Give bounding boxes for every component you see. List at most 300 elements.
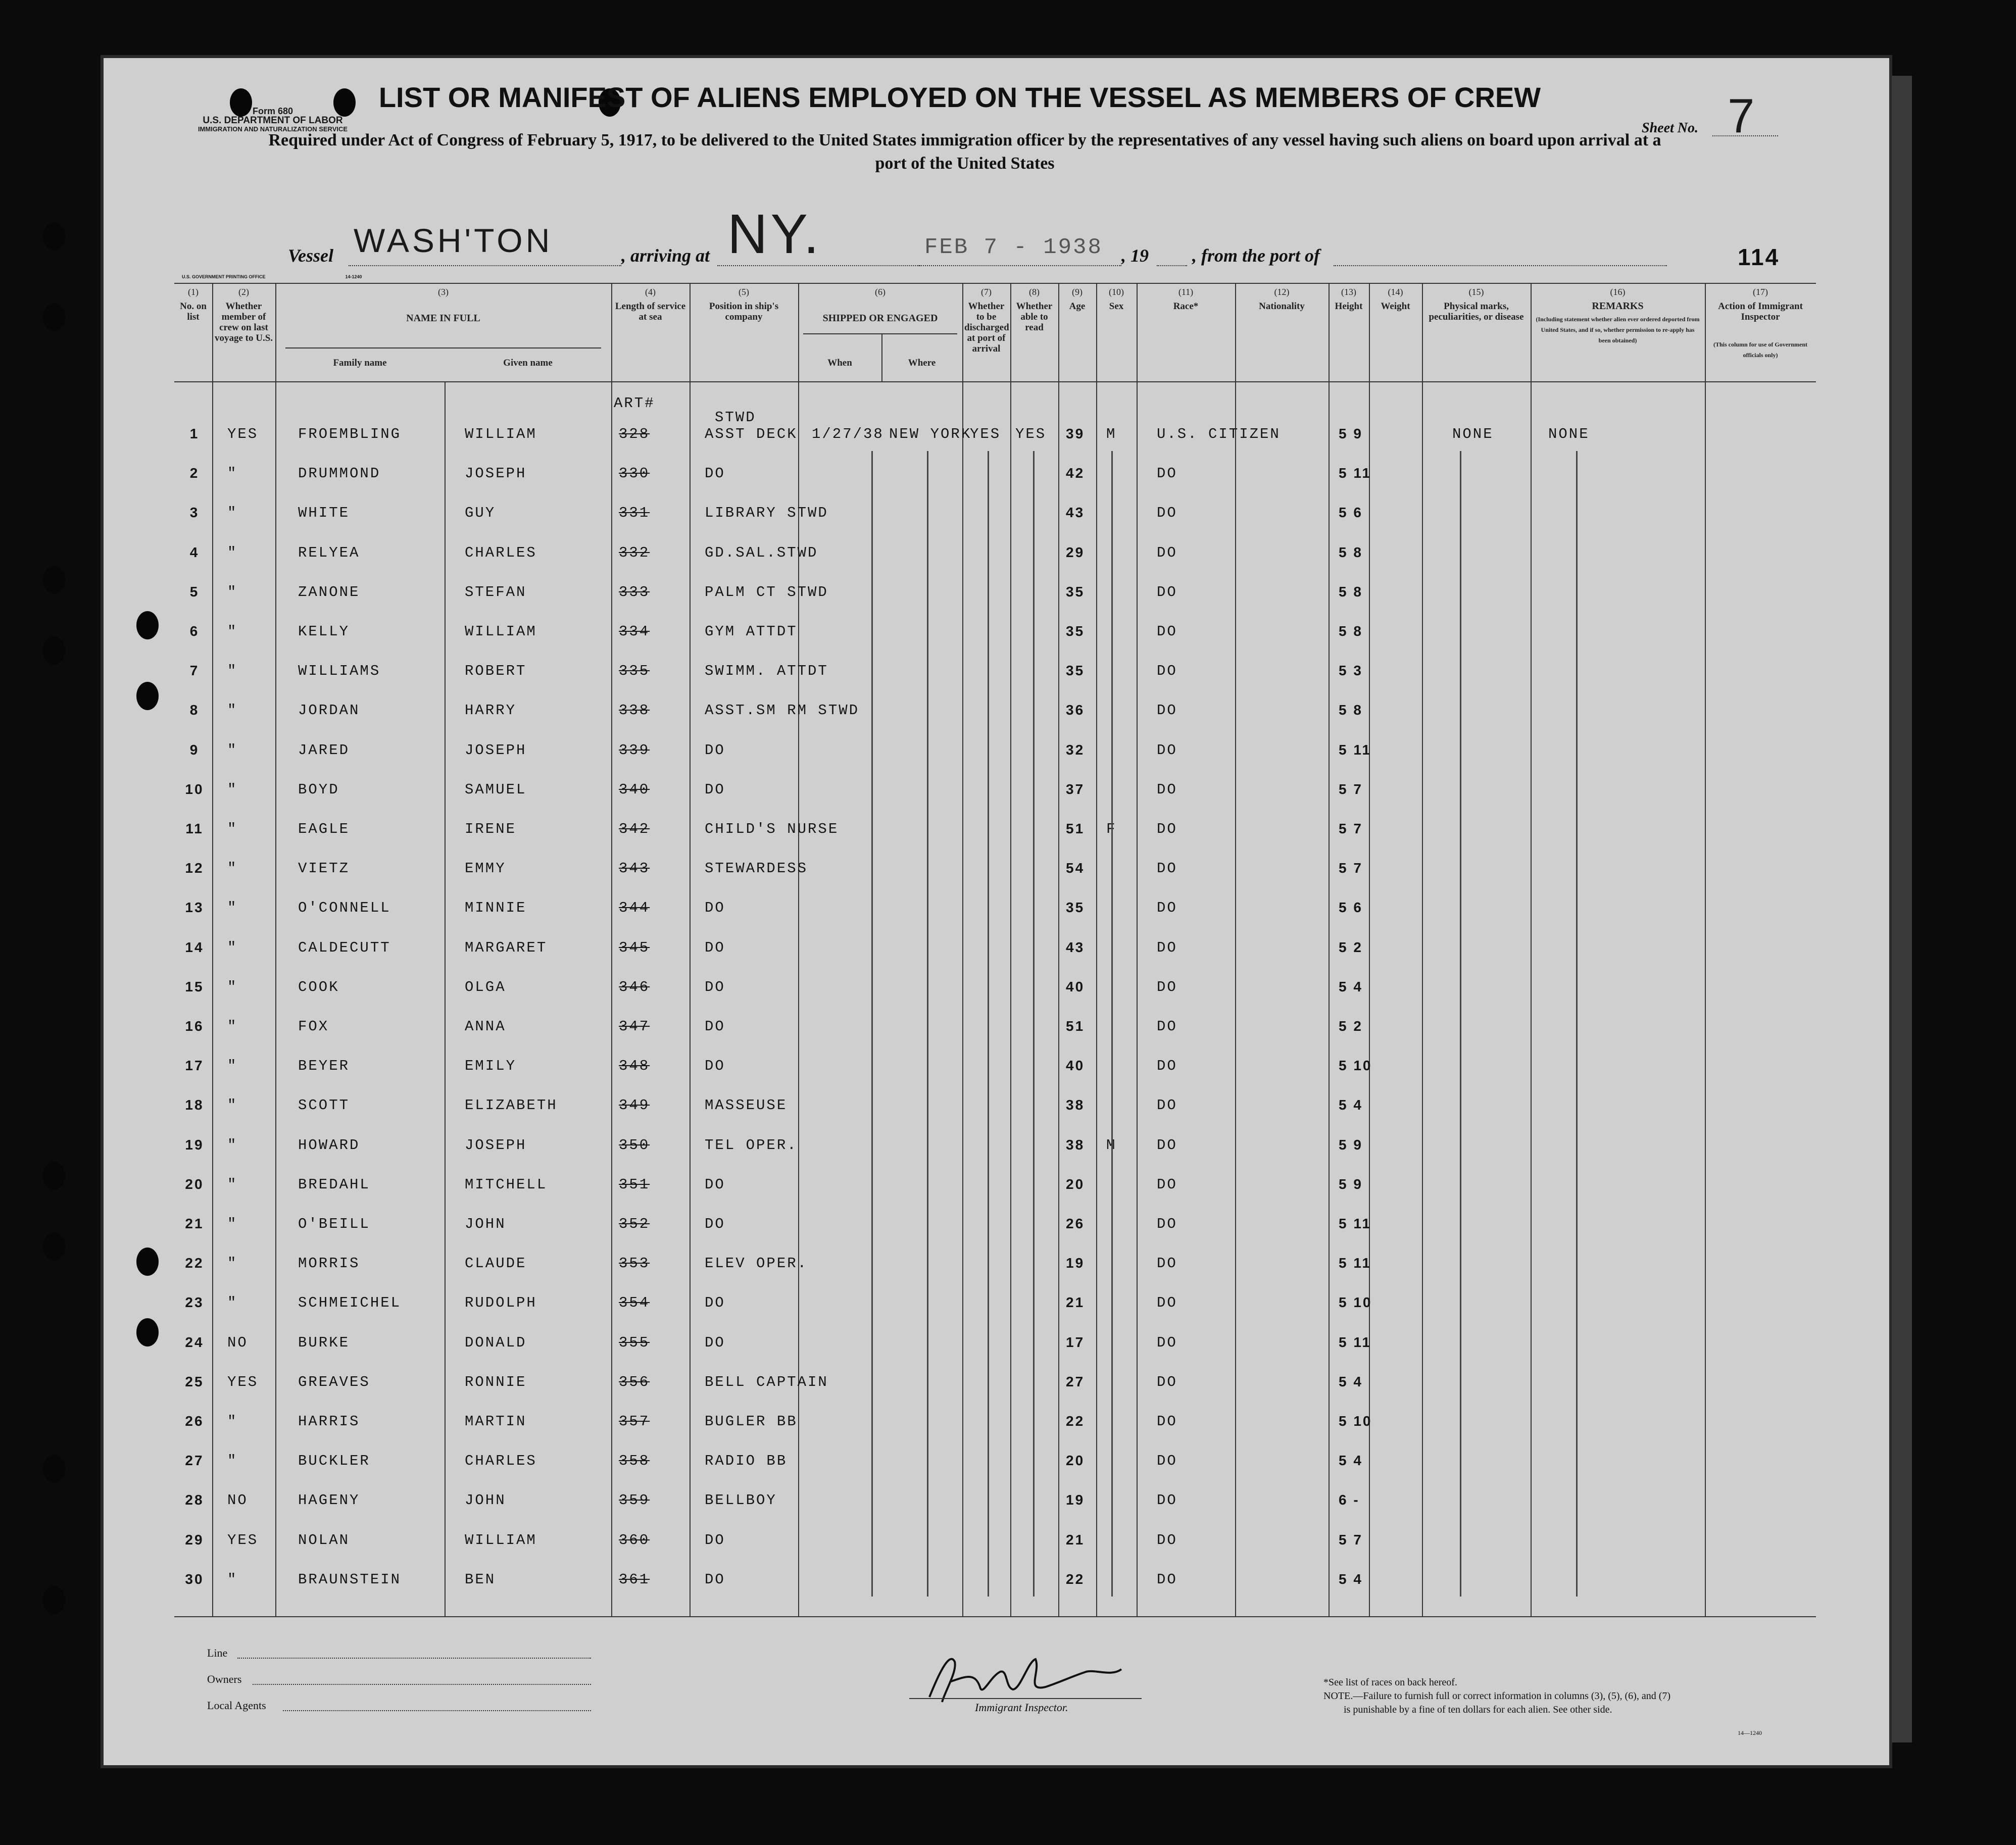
age: 43 — [1066, 505, 1085, 521]
given-name: MARTIN — [465, 1413, 527, 1430]
footer-agents-field — [283, 1710, 591, 1711]
row-number: 8 — [189, 702, 200, 718]
family-name: HOWARD — [298, 1136, 360, 1154]
race: DO — [1157, 1492, 1177, 1509]
age: 21 — [1066, 1531, 1085, 1548]
position: DO — [705, 1294, 725, 1312]
height: 6 - — [1339, 1492, 1360, 1508]
position: DO — [705, 781, 725, 798]
height: 5 9 — [1339, 1136, 1363, 1153]
crew-last-voyage: " — [227, 1255, 238, 1272]
given-name: WILLIAM — [465, 426, 537, 442]
table-row — [174, 1133, 1816, 1172]
age: 22 — [1066, 1571, 1085, 1587]
given-name: MINNIE — [465, 900, 527, 917]
height: 5 9 — [1339, 426, 1363, 441]
position: DO — [705, 465, 725, 482]
column-header: Action of Immigrant Inspector — [1718, 301, 1803, 322]
service-number: 330 — [619, 465, 650, 482]
position: DO — [705, 900, 725, 917]
crew-last-voyage: " — [227, 781, 238, 798]
punch-hole — [43, 1162, 65, 1190]
column-number: (2) — [238, 287, 249, 297]
service-number: 331 — [619, 505, 650, 522]
service-number: 346 — [619, 978, 650, 995]
table-row — [174, 1567, 1816, 1607]
column-header: SHIPPED OR ENGAGED — [822, 313, 938, 324]
given-name: SAMUEL — [465, 781, 527, 798]
inspector-label: Immigrant Inspector. — [975, 1701, 1068, 1714]
crew-last-voyage: " — [227, 939, 238, 956]
service-number: 355 — [619, 1334, 650, 1351]
age: 42 — [1066, 465, 1085, 481]
row-number: 5 — [189, 583, 200, 600]
crew-last-voyage: " — [227, 741, 238, 759]
footer-line-field — [237, 1658, 591, 1659]
family-name: DRUMMOND — [298, 465, 381, 482]
position: ASST.SM RM STWD — [705, 702, 860, 719]
position: SWIMM. ATTDT — [705, 663, 828, 680]
race: DO — [1157, 1097, 1177, 1114]
sex: M — [1106, 1136, 1117, 1154]
family-name: BOYD — [298, 781, 339, 798]
table-row — [174, 1449, 1816, 1488]
given-name: OLGA — [465, 978, 506, 995]
family-name: O'BEILL — [298, 1216, 370, 1232]
table-bottom-rule — [174, 1616, 1816, 1617]
position: CHILD'S NURSE — [705, 821, 839, 837]
height: 5 9 — [1339, 1176, 1363, 1192]
row-number: 22 — [185, 1255, 204, 1271]
race: DO — [1157, 465, 1177, 482]
race: DO — [1157, 1453, 1177, 1470]
service-number: 340 — [619, 781, 650, 798]
punch-hole — [136, 682, 159, 710]
race: DO — [1157, 1413, 1177, 1430]
height: 5 11 — [1339, 1334, 1371, 1350]
note-failure: NOTE.—Failure to furnish full or correct information in columns (3), (5), (6), and (7) — [1323, 1690, 1671, 1702]
age: 22 — [1066, 1413, 1085, 1429]
table-row — [174, 895, 1816, 935]
column-header: Weight — [1381, 301, 1410, 312]
service-number: 356 — [619, 1373, 650, 1390]
position: DO — [705, 1058, 725, 1075]
crew-last-voyage: YES — [227, 1531, 259, 1549]
service-number: 334 — [619, 623, 650, 640]
position: DO — [705, 1018, 725, 1035]
height: 5 6 — [1339, 505, 1363, 521]
crew-last-voyage: " — [227, 1058, 238, 1075]
column-header: Nationality — [1259, 301, 1305, 312]
column-number: (3) — [438, 287, 449, 297]
table-top-rule — [174, 283, 1816, 284]
position: DO — [705, 978, 725, 995]
crew-last-voyage: " — [227, 1136, 238, 1154]
ditto-mark-line — [1111, 451, 1113, 1597]
crew-last-voyage: " — [227, 583, 238, 601]
age: 39 — [1066, 426, 1085, 441]
given-name: BEN — [465, 1571, 496, 1588]
age: 17 — [1066, 1334, 1085, 1350]
age: 29 — [1066, 544, 1085, 560]
age: 43 — [1066, 939, 1085, 955]
race: DO — [1157, 544, 1177, 561]
department-name: U.S. DEPARTMENT OF LABOR — [203, 115, 343, 126]
column-number: (17) — [1753, 287, 1768, 297]
height: 5 2 — [1339, 1018, 1363, 1034]
given-name: JOHN — [465, 1216, 506, 1232]
table-row — [174, 540, 1816, 580]
family-name: EAGLE — [298, 821, 350, 837]
position: GD.SAL.STWD — [705, 544, 818, 561]
family-name: RELYEA — [298, 544, 360, 561]
race: DO — [1157, 663, 1177, 680]
race: U.S. CITIZEN — [1157, 426, 1281, 442]
race: DO — [1157, 1373, 1177, 1390]
age: 20 — [1066, 1176, 1085, 1192]
race: DO — [1157, 1176, 1177, 1193]
family-name: CALDECUTT — [298, 939, 391, 956]
printing-code: 14-1240 — [345, 274, 362, 279]
arriving-label: , arriving at — [621, 245, 710, 266]
given-name: HARRY — [465, 702, 517, 719]
race: DO — [1157, 1571, 1177, 1588]
note-fine: is punishable by a fine of ten dollars for each alien. See other side. — [1344, 1704, 1612, 1715]
race: DO — [1157, 781, 1177, 798]
ditto-mark-line — [1576, 451, 1578, 1597]
family-name: JORDAN — [298, 702, 360, 719]
crew-last-voyage: " — [227, 900, 238, 917]
height: 5 4 — [1339, 1453, 1363, 1469]
age: 36 — [1066, 702, 1085, 718]
crew-last-voyage: " — [227, 1571, 238, 1588]
position: DO — [705, 1216, 725, 1232]
age: 51 — [1066, 1018, 1085, 1034]
column-number: (13) — [1341, 287, 1356, 297]
family-name: VIETZ — [298, 860, 350, 877]
form-number: Form 680 — [252, 106, 293, 116]
column-number: (7) — [981, 287, 992, 297]
sex: F — [1106, 821, 1117, 837]
row-number: 15 — [185, 978, 204, 994]
service-number: 357 — [619, 1413, 650, 1430]
row-number: 18 — [185, 1097, 204, 1113]
table-row — [174, 659, 1816, 698]
row-number: 4 — [189, 544, 200, 560]
race: DO — [1157, 741, 1177, 759]
crew-table — [174, 283, 1816, 1616]
family-name: ZANONE — [298, 583, 360, 601]
service-number: 338 — [619, 702, 650, 719]
height: 5 10 — [1339, 1058, 1372, 1074]
table-row — [174, 501, 1816, 540]
table-row — [174, 1290, 1816, 1330]
given-name: CHARLES — [465, 1453, 537, 1470]
family-name: JARED — [298, 741, 350, 759]
table-row — [174, 698, 1816, 737]
table-row — [174, 1093, 1816, 1132]
age: 32 — [1066, 741, 1085, 758]
height: 5 11 — [1339, 1216, 1371, 1231]
table-row — [174, 619, 1816, 659]
punch-hole — [43, 566, 65, 594]
position: ELEV OPER. — [705, 1255, 808, 1272]
family-name: O'CONNELL — [298, 900, 391, 917]
age: 20 — [1066, 1453, 1085, 1469]
column-number: (9) — [1072, 287, 1083, 297]
position: MASSEUSE — [705, 1097, 788, 1114]
table-row — [174, 1212, 1816, 1251]
table-row — [174, 1330, 1816, 1370]
column-header: No. on list — [180, 301, 207, 322]
shipped-where: NEW YORK — [889, 426, 972, 442]
position: TEL OPER. — [705, 1136, 798, 1154]
age: 19 — [1066, 1492, 1085, 1508]
footer-owners-label: Owners — [207, 1673, 242, 1685]
service-number: 361 — [619, 1571, 650, 1588]
age: 51 — [1066, 821, 1085, 836]
height: 5 10 — [1339, 1413, 1372, 1429]
crew-last-voyage: YES — [227, 1373, 259, 1390]
service-number: 358 — [619, 1453, 650, 1470]
family-name-subhead: Family name — [333, 358, 387, 368]
given-name: ANNA — [465, 1018, 506, 1035]
given-name: MARGARET — [465, 939, 548, 956]
family-name: WILLIAMS — [298, 663, 381, 680]
height: 5 8 — [1339, 583, 1363, 600]
row-number: 14 — [185, 939, 204, 955]
year-prefix: , 19 — [1121, 245, 1149, 266]
footer-note — [1323, 1676, 1818, 1717]
height: 5 8 — [1339, 702, 1363, 718]
punch-hole — [136, 1318, 159, 1347]
row-number: 2 — [189, 465, 200, 481]
footer-line-label: Line — [207, 1647, 228, 1659]
arriving-line — [717, 265, 919, 266]
race: DO — [1157, 1058, 1177, 1075]
column-number: (8) — [1029, 287, 1040, 297]
column-number: (12) — [1274, 287, 1290, 297]
given-name: JOSEPH — [465, 741, 527, 759]
column-number: (10) — [1109, 287, 1124, 297]
column-number: (14) — [1388, 287, 1403, 297]
age: 27 — [1066, 1373, 1085, 1389]
position: DO — [705, 1176, 725, 1193]
crew-last-voyage: " — [227, 978, 238, 995]
family-name: COOK — [298, 978, 339, 995]
table-row — [174, 1409, 1816, 1449]
table-row — [174, 777, 1816, 817]
table-row — [174, 1014, 1816, 1054]
row-number: 19 — [185, 1136, 204, 1153]
row-number: 3 — [189, 505, 200, 521]
position: BELL CAPTAIN — [705, 1373, 828, 1390]
race: DO — [1157, 1531, 1177, 1549]
column-number: (16) — [1610, 287, 1626, 297]
crew-last-voyage: " — [227, 1097, 238, 1114]
row-number: 20 — [185, 1176, 204, 1192]
remarks-note: (Including statement whether alien ever ordered deported from United States, and if so, whether permission to re-apply has been obtained) — [1536, 316, 1700, 344]
row-number: 10 — [185, 781, 204, 797]
crew-last-voyage: " — [227, 821, 238, 837]
crew-last-voyage: " — [227, 702, 238, 719]
row-number: 24 — [185, 1334, 204, 1350]
crew-last-voyage: " — [227, 505, 238, 522]
footer-owners-field — [253, 1684, 591, 1685]
column-header: Whether to be discharged at port of arrival — [964, 301, 1009, 354]
service-number: 339 — [619, 741, 650, 759]
column-header: Race* — [1173, 301, 1199, 312]
family-name: MORRIS — [298, 1255, 360, 1272]
crew-last-voyage: " — [227, 1216, 238, 1232]
age: 54 — [1066, 860, 1085, 876]
table-row — [174, 975, 1816, 1014]
height: 5 8 — [1339, 623, 1363, 639]
column-header: REMARKS — [1592, 301, 1644, 312]
race: DO — [1157, 1294, 1177, 1312]
column-number: (15) — [1468, 287, 1484, 297]
column-header: Age — [1069, 301, 1086, 312]
crew-last-voyage: " — [227, 1018, 238, 1035]
action-note: (This column for use of Government officials only) — [1713, 341, 1808, 359]
year-line — [1157, 265, 1187, 266]
family-name: NOLAN — [298, 1531, 350, 1549]
service-name: IMMIGRATION AND NATURALIZATION SERVICE — [198, 125, 348, 133]
printing-office: U.S. GOVERNMENT PRINTING OFFICE — [182, 274, 266, 279]
position: ASST DECK — [705, 426, 798, 442]
crew-last-voyage: " — [227, 1176, 238, 1193]
column-header: Whether member of crew on last voyage to U.S. — [214, 301, 273, 343]
punch-hole — [43, 1586, 65, 1614]
given-name: ELIZABETH — [465, 1097, 558, 1114]
given-name: ROBERT — [465, 663, 527, 680]
art-header: ART# — [614, 395, 655, 412]
given-name: IRENE — [465, 821, 517, 837]
family-name: SCHMEICHEL — [298, 1294, 402, 1312]
physical-marks: NONE — [1452, 426, 1494, 442]
given-name: EMMY — [465, 860, 506, 877]
height: 5 3 — [1339, 663, 1363, 679]
row-number: 26 — [185, 1413, 204, 1429]
punch-hole — [43, 1455, 65, 1483]
punch-hole — [136, 611, 159, 639]
given-name: DONALD — [465, 1334, 527, 1351]
punch-hole — [43, 222, 65, 251]
height: 5 7 — [1339, 821, 1363, 836]
height: 5 7 — [1339, 781, 1363, 797]
column-header: Height — [1335, 301, 1363, 312]
family-name: BEYER — [298, 1058, 350, 1075]
given-name: JOSEPH — [465, 1136, 527, 1154]
given-name: JOSEPH — [465, 465, 527, 482]
race: DO — [1157, 860, 1177, 877]
height: 5 7 — [1339, 1531, 1363, 1548]
crew-last-voyage: " — [227, 544, 238, 561]
race: DO — [1157, 623, 1177, 640]
race: DO — [1157, 1136, 1177, 1154]
service-number: 350 — [619, 1136, 650, 1154]
race: DO — [1157, 505, 1177, 522]
row-number: 16 — [185, 1018, 204, 1034]
crew-last-voyage: YES — [227, 426, 259, 442]
service-number: 335 — [619, 663, 650, 680]
row-number: 13 — [185, 900, 204, 916]
column-number: (11) — [1178, 287, 1194, 297]
row-number: 11 — [185, 821, 204, 836]
height: 5 11 — [1339, 1255, 1371, 1271]
row-number: 29 — [185, 1531, 204, 1548]
given-name: CLAUDE — [465, 1255, 527, 1272]
sheet-label: Sheet No. — [1642, 120, 1698, 136]
height: 5 8 — [1339, 544, 1363, 560]
race: DO — [1157, 1018, 1177, 1035]
sex: M — [1106, 426, 1117, 442]
given-name: MITCHELL — [465, 1176, 548, 1193]
column-header: Position in ship's company — [709, 301, 779, 322]
able-to-read: YES — [1015, 426, 1047, 442]
position: LIBRARY STWD — [705, 505, 828, 522]
service-number: 353 — [619, 1255, 650, 1272]
note-races: *See list of races on back hereof. — [1323, 1677, 1457, 1688]
position: STEWARDESS — [705, 860, 808, 877]
family-name: WHITE — [298, 505, 350, 522]
position: DO — [705, 1571, 725, 1588]
remarks: NONE — [1548, 426, 1590, 442]
from-port-label: , from the port of — [1192, 245, 1320, 266]
age: 35 — [1066, 583, 1085, 600]
height: 5 4 — [1339, 1373, 1363, 1389]
height: 5 6 — [1339, 900, 1363, 916]
age: 21 — [1066, 1294, 1085, 1311]
race: DO — [1157, 702, 1177, 719]
height: 5 10 — [1339, 1294, 1372, 1311]
crew-last-voyage: " — [227, 860, 238, 877]
arrival-date-stamp: FEB 7 - 1938 — [924, 235, 1103, 260]
service-number: 344 — [619, 900, 650, 917]
height: 5 4 — [1339, 1571, 1363, 1587]
row-number: 1 — [189, 426, 200, 441]
crew-last-voyage: " — [227, 465, 238, 482]
service-number: 328 — [619, 426, 650, 442]
crew-last-voyage: " — [227, 1453, 238, 1470]
table-row — [174, 935, 1816, 975]
crew-last-voyage: " — [227, 1294, 238, 1312]
race: DO — [1157, 1216, 1177, 1232]
from-port-line — [1334, 265, 1667, 266]
service-number: 348 — [619, 1058, 650, 1075]
row-number: 27 — [185, 1453, 204, 1469]
position: BUGLER BB — [705, 1413, 798, 1430]
given-name-subhead: Given name — [503, 358, 553, 368]
when-subhead: When — [827, 358, 852, 368]
vessel-label: Vessel — [288, 245, 333, 266]
age: 35 — [1066, 623, 1085, 639]
ditto-mark-line — [1033, 451, 1035, 1597]
position: DO — [705, 741, 725, 759]
punch-hole — [43, 1232, 65, 1261]
family-name: HAGENY — [298, 1492, 360, 1509]
table-row — [174, 580, 1816, 619]
service-number: 332 — [619, 544, 650, 561]
row-number: 12 — [185, 860, 204, 876]
race: DO — [1157, 1255, 1177, 1272]
family-name: BREDAHL — [298, 1176, 370, 1193]
page-subtitle — [182, 129, 1748, 175]
age: 35 — [1066, 900, 1085, 916]
date-line — [919, 265, 1121, 266]
column-number: (5) — [739, 287, 749, 297]
age: 40 — [1066, 1058, 1085, 1074]
